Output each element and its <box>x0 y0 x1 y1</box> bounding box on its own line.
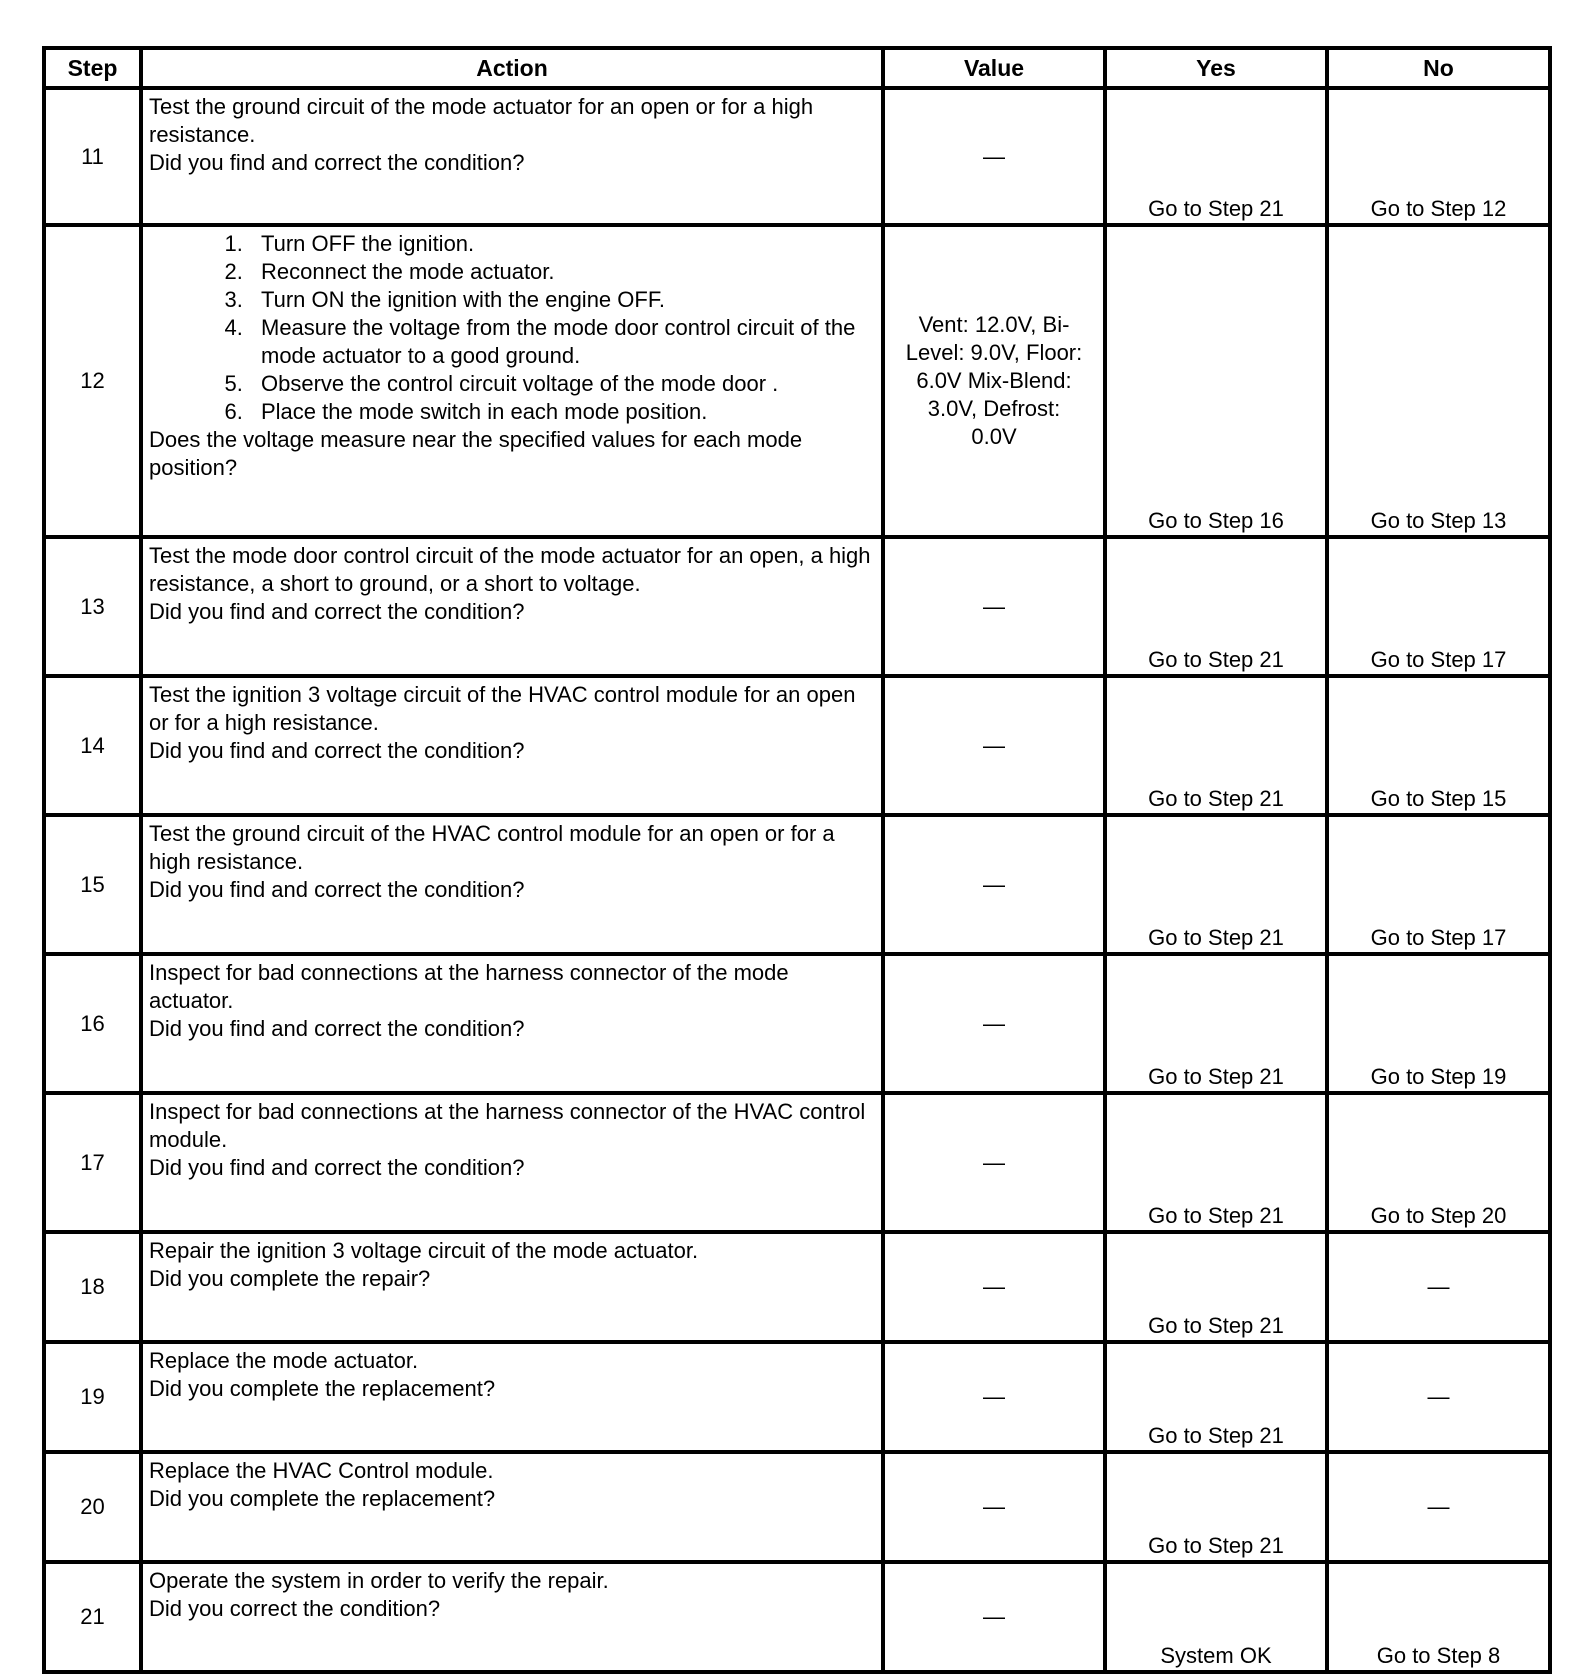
diagnostic-table <box>42 46 1552 1674</box>
no-cell: — <box>1327 1232 1550 1342</box>
value-cell: — <box>883 815 1105 954</box>
yes-cell: System OK <box>1105 1562 1327 1672</box>
step-number: 19 <box>44 1342 141 1452</box>
action-text: Test the ground circuit of the HVAC control module for an open or for a high resistance. <box>149 821 835 874</box>
step-number: 18 <box>44 1232 141 1342</box>
action-cell <box>141 537 883 676</box>
action-question: Did you find and correct the condition? <box>149 599 525 624</box>
action-question: Did you complete the replacement? <box>149 1486 496 1511</box>
action-cell <box>141 1232 883 1342</box>
action-text: Replace the HVAC Control module. <box>149 1458 494 1483</box>
yes-cell: Go to Step 21 <box>1105 1093 1327 1232</box>
step-number: 12 <box>44 225 141 537</box>
action-text: Repair the ignition 3 voltage circuit of the mode actuator. <box>149 1238 699 1263</box>
table-row <box>44 225 1550 537</box>
value-text: Vent: 12.0V, Bi- Level: 9.0V, Floor: 6.0V Mix-Blend: 3.0V, Defrost: 0.0V <box>905 312 1083 449</box>
no-cell: Go to Step 12 <box>1327 88 1550 225</box>
action-question: Does the voltage measure near the specified values for each mode position? <box>149 427 803 480</box>
yes-cell: Go to Step 21 <box>1105 1452 1327 1562</box>
table-row <box>44 676 1550 815</box>
action-question: Did you find and correct the condition? <box>149 738 525 763</box>
action-question: Did you find and correct the condition? <box>149 877 525 902</box>
action-question: Did you correct the condition? <box>149 1596 441 1621</box>
value-cell: — <box>883 88 1105 225</box>
action-cell <box>141 676 883 815</box>
yes-cell: Go to Step 21 <box>1105 676 1327 815</box>
action-cell <box>141 225 883 537</box>
value-cell: — <box>883 1093 1105 1232</box>
header-action: Action <box>141 48 883 88</box>
action-text: Test the mode door control circuit of the mode actuator for an open, a high resistance, a short to ground, or a short to voltage. <box>149 543 871 596</box>
substep-item: 1. Turn OFF the ignition. <box>249 230 877 258</box>
action-cell <box>141 954 883 1093</box>
step-number: 20 <box>44 1452 141 1562</box>
header-row <box>44 48 1550 88</box>
value-cell: — <box>883 1342 1105 1452</box>
action-question: Did you find and correct the condition? <box>149 1155 525 1180</box>
value-cell: — <box>883 537 1105 676</box>
step-number: 11 <box>44 88 141 225</box>
no-cell: Go to Step 20 <box>1327 1093 1550 1232</box>
no-cell: Go to Step 17 <box>1327 815 1550 954</box>
value-cell: — <box>883 1562 1105 1672</box>
table-row <box>44 1342 1550 1452</box>
no-cell: — <box>1327 1452 1550 1562</box>
action-cell <box>141 1562 883 1672</box>
action-question: Did you find and correct the condition? <box>149 150 525 175</box>
action-cell <box>141 815 883 954</box>
no-cell: Go to Step 17 <box>1327 537 1550 676</box>
no-cell: Go to Step 15 <box>1327 676 1550 815</box>
substep-item: 2. Reconnect the mode actuator. <box>249 258 877 286</box>
yes-cell: Go to Step 21 <box>1105 815 1327 954</box>
substep-item: 6. Place the mode switch in each mode position. <box>249 398 877 426</box>
action-text: Test the ground circuit of the mode actuator for an open or for a high resistance. <box>149 94 814 147</box>
table-row <box>44 1093 1550 1232</box>
table-row <box>44 88 1550 225</box>
yes-cell: Go to Step 21 <box>1105 537 1327 676</box>
header-no: No <box>1327 48 1550 88</box>
action-text: Replace the mode actuator. <box>149 1348 419 1373</box>
table-row <box>44 1562 1550 1672</box>
table-row <box>44 1232 1550 1342</box>
step-number: 15 <box>44 815 141 954</box>
step-number: 14 <box>44 676 141 815</box>
table-row <box>44 1452 1550 1562</box>
value-cell: — <box>883 954 1105 1093</box>
action-cell <box>141 1342 883 1452</box>
header-value: Value <box>883 48 1105 88</box>
action-cell <box>141 1093 883 1232</box>
value-cell: — <box>883 1452 1105 1562</box>
step-number: 21 <box>44 1562 141 1672</box>
step-number: 13 <box>44 537 141 676</box>
value-cell: — <box>883 1232 1105 1342</box>
action-cell <box>141 1452 883 1562</box>
table-row <box>44 815 1550 954</box>
yes-cell: Go to Step 16 <box>1105 225 1327 537</box>
table-row <box>44 537 1550 676</box>
substep-item: 3. Turn ON the ignition with the engine OFF. <box>249 286 877 314</box>
no-cell: Go to Step 8 <box>1327 1562 1550 1672</box>
action-text: Operate the system in order to verify the repair. <box>149 1568 609 1593</box>
step-number: 16 <box>44 954 141 1093</box>
yes-cell: Go to Step 21 <box>1105 954 1327 1093</box>
value-cell: — <box>883 676 1105 815</box>
yes-cell: Go to Step 21 <box>1105 1342 1327 1452</box>
action-text: Test the ignition 3 voltage circuit of the HVAC control module for an open or for a high resistance. <box>149 682 856 735</box>
step-number: 17 <box>44 1093 141 1232</box>
substep-item: 4. Measure the voltage from the mode door control circuit of the mode actuator to a good ground. <box>249 314 877 370</box>
value-cell <box>883 225 1105 537</box>
action-question: Did you find and correct the condition? <box>149 1016 525 1041</box>
substep-item: 5. Observe the control circuit voltage of the mode door . <box>249 370 877 398</box>
no-cell: Go to Step 13 <box>1327 225 1550 537</box>
action-question: Did you complete the replacement? <box>149 1376 496 1401</box>
header-yes: Yes <box>1105 48 1327 88</box>
action-text: Inspect for bad connections at the harness connector of the HVAC control module. <box>149 1099 866 1152</box>
yes-cell: Go to Step 21 <box>1105 1232 1327 1342</box>
action-question: Did you complete the repair? <box>149 1266 431 1291</box>
no-cell: Go to Step 19 <box>1327 954 1550 1093</box>
action-cell <box>141 88 883 225</box>
table-row <box>44 954 1550 1093</box>
no-cell: — <box>1327 1342 1550 1452</box>
header-step: Step <box>44 48 141 88</box>
action-text: Inspect for bad connections at the harness connector of the mode actuator. <box>149 960 789 1013</box>
substep-list <box>149 230 877 426</box>
yes-cell: Go to Step 21 <box>1105 88 1327 225</box>
